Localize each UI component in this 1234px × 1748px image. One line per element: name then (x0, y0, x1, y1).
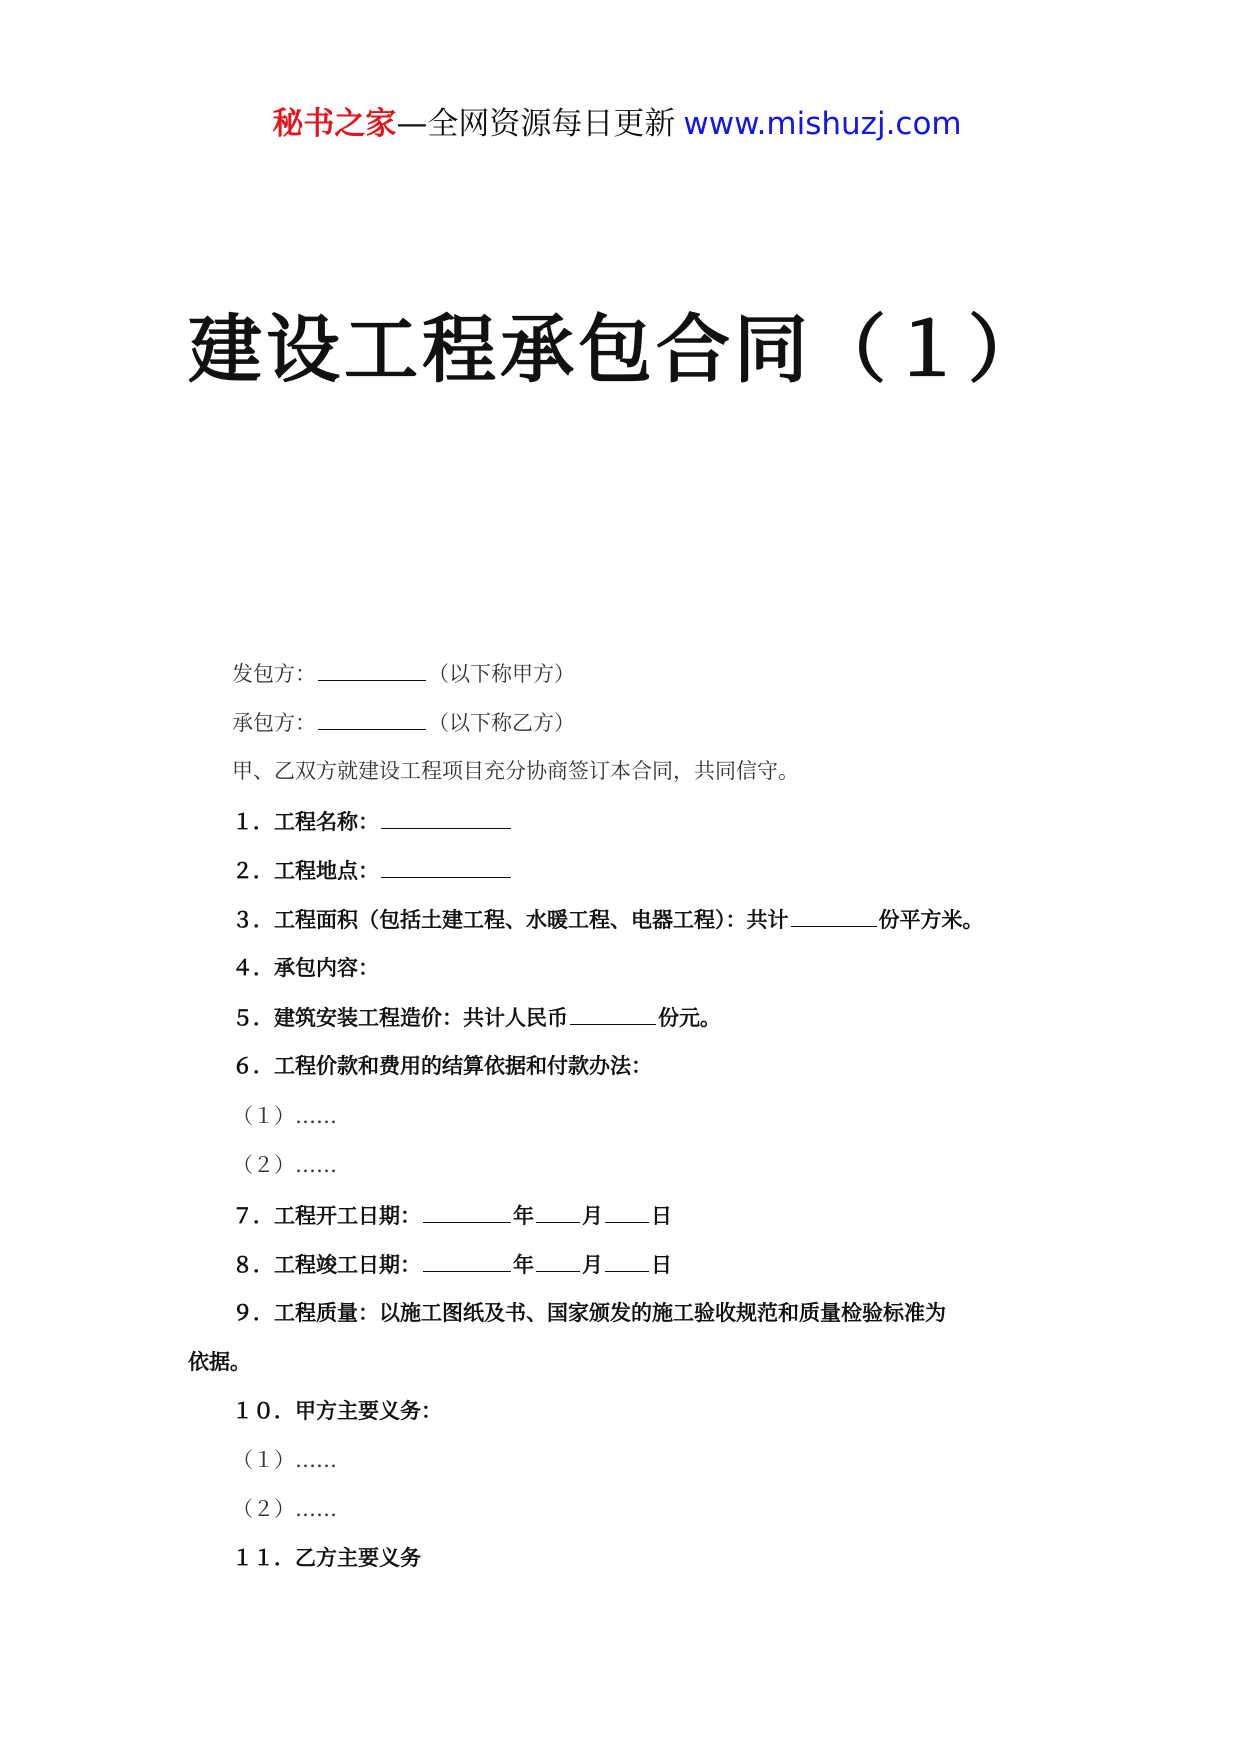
clause-8-day: 日 (651, 1252, 672, 1277)
clause-8-day-blank (605, 1249, 649, 1272)
clause-1 (232, 806, 513, 837)
clause-5 (232, 1002, 721, 1033)
clause-10: １０．甲方主要义务： (232, 1398, 442, 1423)
clause-8-month-blank (536, 1249, 580, 1272)
clause-7-month: 月 (582, 1203, 603, 1228)
party-b-blank (318, 707, 426, 730)
clause-3-prefix: ３．工程面积（包括土建工程、水暖工程、电器工程）：共计 (232, 907, 789, 932)
banner-tagline: —全网资源每日更新 (396, 106, 676, 142)
clause-8-year-blank (423, 1249, 511, 1272)
clause-2-text: ２．工程地点： (232, 858, 379, 883)
clause-6-item-1: （１）…… (232, 1104, 337, 1128)
clause-6: ６．工程价款和费用的结算依据和付款办法： (232, 1053, 652, 1078)
clause-6-item-2: （２）…… (232, 1153, 337, 1177)
party-a-suffix: （以下称甲方） (428, 662, 575, 686)
clause-3-blank (791, 904, 877, 927)
clause-7-prefix: ７．工程开工日期： (232, 1203, 421, 1228)
clause-5-suffix: 份元。 (658, 1005, 721, 1030)
clause-11: １１．乙方主要义务 (232, 1545, 421, 1570)
clause-7-day-blank (605, 1200, 649, 1223)
clause-7-year: 年 (513, 1203, 534, 1228)
clause-1-text: １．工程名称： (232, 809, 379, 834)
clause-7 (232, 1200, 672, 1231)
clause-7-year-blank (423, 1200, 511, 1223)
brand-name: 秘书之家 (272, 106, 397, 142)
clause-5-prefix: ５．建筑安装工程造价：共计人民币 (232, 1005, 568, 1030)
clause-5-blank (570, 1002, 656, 1025)
clause-7-month-blank (536, 1200, 580, 1223)
intro-paragraph: 甲、乙双方就建设工程项目充分协商签订本合同，共同信守。 (232, 759, 799, 783)
clause-7-day: 日 (651, 1203, 672, 1228)
site-banner (0, 104, 1234, 144)
clause-8-prefix: ８．工程竣工日期： (232, 1252, 421, 1277)
clause-3-suffix: 份平方米。 (878, 907, 984, 932)
party-a-label: 发包方： (232, 662, 316, 686)
clause-9-line-2: 依据。 (188, 1349, 251, 1374)
party-b-label: 承包方： (232, 711, 316, 735)
clause-10-item-1: （１）…… (232, 1448, 337, 1472)
site-url-link[interactable]: www.mishuzj.com (683, 106, 962, 142)
clause-2 (232, 855, 513, 886)
clause-8 (232, 1249, 672, 1280)
party-b-line (232, 707, 575, 738)
clause-1-blank (381, 806, 511, 829)
party-b-suffix: （以下称乙方） (428, 711, 575, 735)
clause-8-month: 月 (582, 1252, 603, 1277)
clause-2-blank (381, 855, 511, 878)
clause-4: ４．承包内容： (232, 955, 379, 980)
document-title: 建设工程承包合同（１） (188, 307, 1046, 393)
party-a-blank (318, 658, 426, 681)
party-a-line (232, 658, 575, 689)
clause-3 (232, 904, 984, 935)
clause-10-item-2: （２）…… (232, 1497, 337, 1521)
clause-8-year: 年 (513, 1252, 534, 1277)
clause-9-line-1: ９．工程质量：以施工图纸及书、国家颁发的施工验收规范和质量检验标准为 (232, 1300, 946, 1325)
